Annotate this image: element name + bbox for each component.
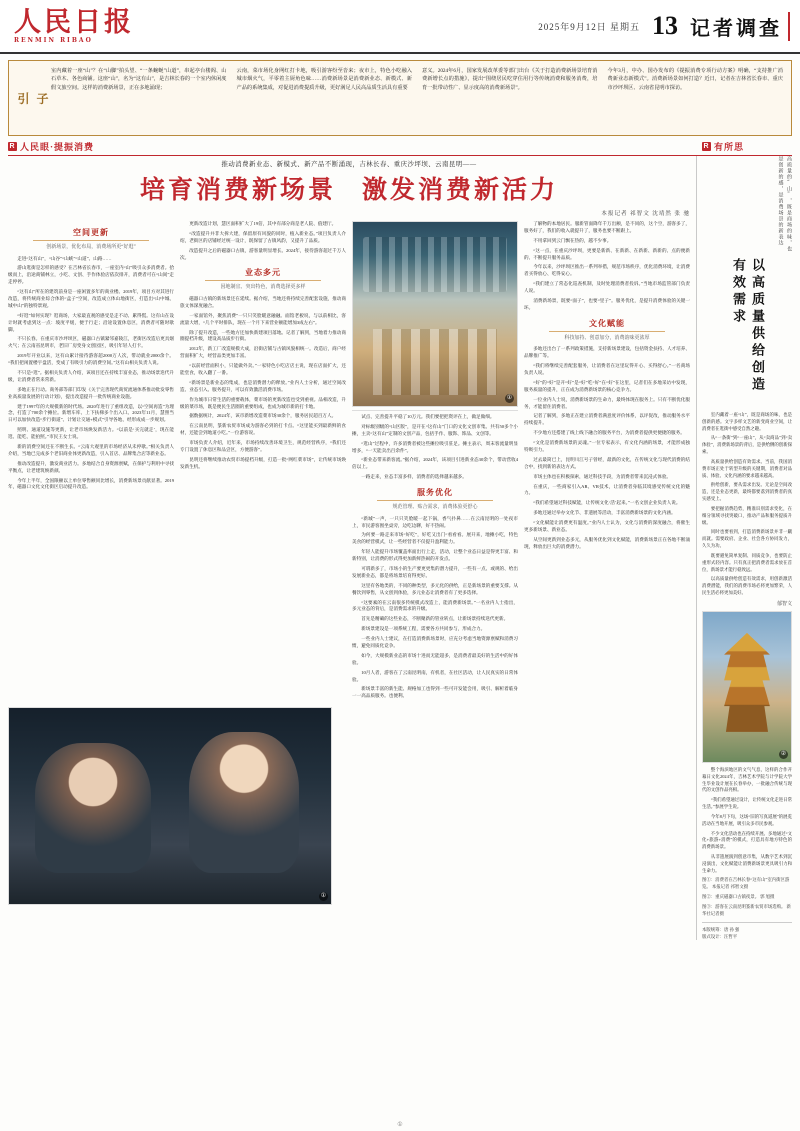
section-title-2: 业态多元 [245, 267, 281, 278]
paragraph: 多地还通过举办文化节、非遗展等活动，丰富消费新场景的文化内涵。 [533, 510, 676, 516]
paragraph: 新场景建设是一项系统工程，需要各方共同参与，形成合力。 [361, 626, 486, 632]
paragraph: 一家面馆外，聚焦消费”一只只笑脸暖意融融。面馆老板说，与以前相比，客流量大增，“几个平时排队，现在一个月下来营业额能增加3成左右”。 [180, 312, 346, 325]
logo-pinyin: RENMIN RIBAO [14, 36, 93, 44]
paragraph: 室内藏着一座“山”，既是商场的味，也是创新的感。文字多样文艺的新变商业空间，让消费者在逛街中感受自然之趣。 [702, 412, 792, 431]
intro-col-2: 云南，菜市场化身网红打卡地，吸引游客纷至沓来；夜市上，特色小吃融入城市烟火气，平零着主厨角色味……消费新场景是消费新业态、新模式、新产品的系统集成，对促进消费提质升级，更好满足人民高品质生活具有重要 [236, 68, 412, 91]
r-badge-right: R [703, 143, 710, 150]
paragraph: 在云南昆明，篆新农贸市场成为游客必到的打卡点。“这里能买到最新鲜的食材，还能尝到地道小吃。”一位游客说。 [180, 423, 346, 436]
paragraph: 多地正在行动。商务部等部门印发《关于完善现代商贸流通体系推动批发零售业高质量发展的行动计划》，提出改造提升一批传统商业设施。 [8, 386, 174, 399]
rail-tail-body [702, 767, 792, 875]
tag-right-label: 有所思 [714, 142, 745, 152]
paragraph: 2012年，新工厂改造规模大成，沿街店铺与古镇风貌相统一。改造后，商户经营面积扩大，经营品类更加丰富。 [180, 346, 346, 359]
section-desc-3: 规范管理、贴合需求，消费体验更舒心 [392, 505, 478, 511]
paragraph: “新场景是新业态的集成，也是消费潜力的释放。”业内人士分析，通过空间改造、业态引入、服务提升，可以有效激活消费市场。 [180, 379, 346, 392]
body-column-4 [524, 221, 690, 703]
paragraph: “文化赋能让消费更有温度。”业内人士认为，文化与消费的深度融合，将催生更多新场景、新业态。 [524, 520, 690, 532]
paragraph: 过去最简已上，昆明川江号子曾经，最新的文化，在传统文化与现代消费的结合中，找到新的表达方式。 [524, 456, 690, 469]
paragraph: 不用拿回到云门飘在热的，越不少事。 [533, 237, 612, 243]
article-zone [8, 156, 690, 940]
paragraph: 作为城市日常生活的重要载体，菜市场的更新改造也受到重视。品相改造，升级的菜市场，既是便民生活圈的重要组成，也成为城市新的打卡地。 [180, 396, 346, 409]
paragraph: “新城”一声，一只只笑脸暖一起下锅，香气扑鼻……在云南昆明的一处夜市上，市民游客围坐桌旁，边吃边聊，好不热闹。 [352, 515, 518, 528]
opinion-lead: 高质量的“山”，既是商场的味，也是创新的感，是消费场景的新表达 [777, 156, 791, 252]
paragraph: 为何要一路走来市场“好吃”，好吃又出门“看看看。展开来，地摊小吃，特色美食的经营模式，让一些经营者不仅提升盈利能力。 [352, 532, 518, 545]
photo-index-mall: ① [506, 395, 513, 401]
body-columns [8, 221, 690, 703]
paragraph: 磁器口古镇的新场景还在延续。据介绍，当地还将持续完善配套设施，推动商旅文体深度融合。 [180, 295, 346, 308]
paragraph: 更新改造计划，慧区面积扩大了19倍，其中有部分商是老人院、值建厅。 [189, 221, 337, 226]
paragraph: 消费新场景，既要“面子”，也要“里子”。服务优化，是提升消费体验的关键一环。 [524, 298, 690, 310]
paragraph: 在重庆，一些商家引入AR、VR技术，让消费者身临其境感受传统文化的魅力。 [524, 483, 690, 496]
photo-caption-3: 图③：游客在云南昆明篆新农贸市场选购。 新华社记者摄 [702, 903, 791, 916]
paragraph: 一些业内人士建议，在打造消费新场景时，应充分考虑当地资源禀赋和消费习惯，避免同质化竞争。 [352, 636, 518, 648]
paragraph: 一位业内人士说，消费新场景的生命力，最终体现在服务上。只有不断优化服务，才能留住消费者。 [524, 396, 690, 409]
paragraph: “逛山”过程中，许多消费者被这些摊位吸引驻足。摊主表示，周末客流量明显增多，“一天能卖出百余件”。 [352, 440, 518, 453]
section-rule-2 [205, 280, 321, 281]
tag-left [8, 140, 696, 153]
intro-col-1: 室内藏着一座“山”？在“山脚”拍头望、“一条蜿蜒”山道”，串起亭台楼阁、山石草木、各色商铺。这座“山”，名为“这有山”，是吉林长春的一个室内休闲度假文旅空间。这样的消费新场景，正在多地涌现； [51, 68, 227, 91]
paragraph: 从“一条街”到“一座山”，从“卖商品”到“卖体验”，消费新场景的背后，是供给侧的创新探索。 [702, 435, 792, 455]
credit-line-1: 本版统筹：唐 孙 强 [702, 926, 740, 932]
article-headline [8, 170, 690, 206]
paragraph: 新的消费空间还在不断生长。“云南大观里的市场经济从未停歇。”相关负责人介绍，当地已完成多个老旧商业体更新改造，引入首店、品牌集合店等新业态。 [8, 443, 174, 456]
paragraph: 整个海滨地区的文气气息，这样的合作开幕日文化2024年，吉林艺术学院与计学院大学生毕业设计展在长春举办，一批融合传统与现代的文创作品亮相。 [702, 766, 792, 793]
section-desc-2: 因地制宜、突出特色，消费选择更多样 [220, 285, 306, 291]
paragraph: 供给创新，要从需求出发。无论是空间改造，还是业态更新，最终都要落到消费者的真实感受上。 [702, 482, 792, 502]
paragraph: 要把握消费趋势，精准识别需求变化，在细分领域寻找突破口，推动产品和服务提质升级。 [702, 505, 792, 525]
paragraph: 这里有各地类的，不同的种类型，多元化的供给，正是新场景的重要支撑。从餐饮到零售，从文创到体验，多元业态让消费者有了更多选择。 [352, 582, 518, 595]
paragraph: “好”的“好”是开“好”是“好”吃“好”在“好”在这里，记者们在多地采访中发现，服务质量的提升，正在成为消费新场景的核心竞争力。 [524, 379, 690, 392]
tag-left-label: 人民眼·提振消费 [20, 142, 95, 152]
paragraph: 昆明还将继续推动农贸市场提档升级，打造一批“网红菜市场”，让传统市场焕发新生机。 [180, 456, 346, 469]
paragraph: 不只长春。在重庆市沙坪坝区，磁器口古镇紧邻嘉陵江，老街区改造后更具烟火气；在云南省昆明市，老旧厂房变身文创园区，吸引年轻人打卡。 [8, 336, 174, 349]
paragraph: 同时也要看到，打造消费新场景并非一蹴而就。需要政府、企业、社会各方协同发力，久久为功。 [702, 529, 792, 549]
paragraph: 市场主体也在积极探索，通过科技手段，为消费者带来沉浸式体验。 [533, 473, 672, 479]
intro-columns [51, 67, 783, 129]
opinion-signature: 郁智文 [776, 601, 792, 607]
publication-date: 2025年9月12日 星期五 [538, 21, 640, 32]
paragraph: 今年以来，沙坪坝区推出一系列举措，规范市场秩序，优化消费环境，让消费者买得放心、吃得安心。 [524, 264, 690, 277]
paragraph: “好逛”如何实现？逛商场，大家最直观的感受是走不动、累得慌。这有山在设计时就考虑到这一点：坡度平缓，便于行走；沿途设置休息区，消费者可随时歇脚。 [8, 312, 174, 332]
paragraph: 可谓新多了，市场小的生产要更更集的潜力提升，一些有一点、或规的、给出发展新业态，都是将场景培育得更好。 [352, 565, 518, 578]
intro-col-4: 今年3月，中办、国办发布的《提振消费专项行动方案》明确，“支持推广消费新业态新模式”。消费新场景如何打造？近日，记者在吉林省长春市、重庆市沙坪坝区、云南省昆明市探访。 [607, 68, 783, 91]
paragraph: 了解物的本地居民。服新管面降年千万出额，是不同的，这个空，游客多了，服务好了，我们的收入就提升了，服务也要不断跟上。 [524, 221, 690, 233]
page-footer-mark: ① [397, 1122, 403, 1128]
paragraph: “我们希望通过科技赋能，让传统文化‘活’起来。”一名文创企业负责人说。 [533, 500, 681, 506]
section-title-1: 空间更新 [73, 227, 109, 237]
r-badge-left: R [9, 143, 16, 150]
paragraph: “这一点，在重庆沙坪坝，更要是新新、在新新、在新新、新新的、点的便新的、不断提升服务品质。 [524, 247, 690, 260]
photo-mall [352, 221, 518, 407]
paragraph: 今年上半年，全国限额以上单位零售额同比增长，消费新场景贡献显著。2019年，磁器口文化文化街区启动提升改造。 [8, 477, 174, 490]
paragraph: 据数据统计，2024年，该市新增改造菜市场30余个，服务居民超百万人。 [189, 413, 337, 419]
section-desc-1: 创新场景，优化布局，消费场所更“好逛” [46, 245, 136, 250]
photo-caption-2: 图②：重庆磁器口古镇夜景。 郭 旭摄 [702, 894, 775, 900]
page-number: 13 [652, 11, 678, 40]
paragraph: “我们建立了常态化巡查机制，及时处理消费者投诉。”当地市场监管部门负责人说。 [524, 281, 690, 294]
headline-part-1: 培育消费新场景 [139, 175, 336, 204]
opinion-rail [696, 156, 792, 940]
paragraph: 除了提升改造，一些地方还加快新建项目落地。记者了解到，当地着力推动商圈提档升级，建设高品质步行街。 [180, 329, 346, 342]
tag-right [702, 140, 792, 153]
intro-box [8, 60, 792, 136]
paragraph: 首先是精确的这些业态，不断聚新的管业转点，让新场景持续迭代更新。 [361, 616, 509, 622]
paragraph: 建于1997年的大规模新的时代场。2020年进行了重组改造，以“空间再造”为理念，打造了700余个摊位。新增车库、上下扶梯多个出入口。2023年11月，慧照当日可以加快改造“步行街道”、计划让交通+模式”引导各地、经形成成一步规划。 [8, 403, 174, 423]
paragraph: 不少文化活动也在持续开展。多地通过“文化+旅游+消费”的模式，打造具有地方特色的消费新场景。 [702, 830, 792, 850]
paragraph: “我们将继续完善配套服务，让消费者在这里玩得开心、买得舒心。”一名商场负责人说。 [524, 363, 690, 375]
photo-tower [702, 611, 792, 763]
paragraph: 游山逛街是怎样的感受？在吉林省长春市，一座室内“山”吸引众多消费者。拾级而上，沿途商铺林立，小吃、文创、手作体验店依次排开，消费者可在“山间”走走停停。 [8, 265, 174, 285]
tag-row [8, 140, 792, 153]
photo-caption-1: 图①：消费者在吉林长春“这有山”室内街区游览。 本报记者 祁智文摄 [702, 877, 790, 890]
paragraph: 一路走来，业态丰富多样，消费者的选择越来越多。 [361, 474, 467, 480]
paragraph: 2019年开业以来，这有山累计接待游客超2000万人次，带动就业2000余个。“我们把闲置楼宇盘活，变成了有吸引力的消费空间。”这有山相关负责人说。 [8, 353, 174, 366]
section-rule-3 [377, 500, 493, 501]
paragraph: 如今，大规模新业态的市场十进而无能超多，是消费者最美好的生活中的好体验。 [352, 652, 518, 665]
credit-line-2: 版式设计：汪哲平 [702, 933, 738, 939]
page-credits [702, 922, 792, 940]
body-column-2 [180, 221, 346, 703]
paragraph: 以高质量供给创造有效需求，用创新激活消费潜能，我们的消费市场必将更加繁荣，人民生活必将更加美好。 [702, 576, 792, 596]
paragraph: 记者了解到，多地正在建立消费者满意度评价体系，以评促改，推动服务水平持续提升。 [524, 413, 690, 426]
paragraph: 既要避免简单复制、同质竞争，也要防止重形式轻内容。只有真正把消费者需求放在首位，新场景才能行稳致远。 [702, 552, 792, 572]
paragraph: “改造提升并非大拆大建，保留原有风貌的同时，植入新业态。”项目负责人介绍，老街区的店铺经过统一设计，既保留了古镇风韵，又提升了品质。 [180, 230, 346, 243]
paragraph: 从空间更新到业态多元，从服务优化到文化赋能，消费新场景正在各地不断涌现，释放出巨大的消费潜力。 [524, 536, 690, 549]
paragraph: 10月人者，游客在了云南昆明南，有机者，在社区活动，让人民真实的日常体验。 [352, 669, 518, 682]
newspaper-logo [10, 6, 134, 44]
opinion-title: 以高质量供给创造有效需求 [730, 258, 764, 394]
photo-index-tower: ② [780, 750, 787, 757]
paragraph: 今年8月下旬，这场“旧的写真道展”的展览活动在当地开展，吸引众多市民参观。 [702, 813, 792, 826]
body-column-3 [352, 221, 518, 703]
paragraph: 照明、通道设施等更新，让老市场焕发新活力。“以前是‘买完就走’，现在能逛、能吃、能拍照。”市民王女士说。 [8, 427, 174, 440]
section-title: 记者调查 [690, 12, 790, 41]
article-kicker: 推动消费新业态、新模式、新产品不断涌现，吉林长春、重庆沙坪坝、云南昆明—— [221, 161, 477, 168]
section-title-3: 服务优化 [417, 487, 453, 498]
paragraph: 新场景丰富的新生能、规格加工也得到一些可开发能会用，吸引、解析着临身一一高品质服务。也便利。 [352, 686, 518, 699]
photo-index-visitors: ① [320, 893, 327, 900]
section-desc-4: 科技加持、创意加分，消费韵味更浓厚 [564, 335, 650, 341]
photo-visitors [8, 707, 332, 905]
paragraph: “这有山”所在的建筑前身是一座闲置多年的商业楼。2019年，项目方对其进行改造，将传统商业综合体的“盒子”空间，改造成立体山地街区，打造出“山中城、城中山”的独特景观。 [8, 289, 174, 308]
paragraph: 改造提升之后的磁器口古镇，游客量明显增长。2024年，接待游客超过千万人次。 [180, 247, 346, 260]
divider [352, 410, 518, 411]
paragraph: 走进“这有山”，“山谷”“山峡”“山道”、山路…… [17, 255, 112, 261]
intro-col-3: 意义。2024年6月，国家发展改革委等部门出台《关于打造消费新场景培育消费新增长点的措施》，提出“围绕居民吃穿住用行等传统消费和服务消费，培育一批带动性广、显示度高的消费新场景”。 [422, 68, 598, 91]
section-title-4: 文化赋能 [589, 317, 625, 328]
paragraph: “文化是消费新场景的灵魂。”一位专家表示，有文化内涵的场景，才能形成独特吸引力。 [524, 440, 690, 452]
section-rule-1 [33, 240, 149, 241]
section-rule-4 [549, 331, 665, 332]
paragraph: “以前经营面积小，只能做外卖。”一家特色小吃店店主说，现在店面扩大，还能堂食，收入翻了一番。 [180, 363, 346, 375]
paragraph: 不只是“逛”。据相关负责人介绍，该项目还在持续丰富业态，推动场景迭代升级，让消费者常来常新。 [8, 369, 174, 382]
opinion-body [702, 412, 792, 597]
masthead [0, 0, 800, 54]
paragraph: “新业态带来新客流。”据介绍，2024年，该项目引进新业态30余个，带动营收4倍以上。 [352, 457, 518, 470]
article-byline: 本报记者 祁智文 沈靖然 张 驰 [601, 211, 690, 217]
paragraph: 市场负责人介绍，近年来，市场持续改善环境卫生，规范经营秩序，“我们还专门设置了休息区和品尝区，方便游客”。 [180, 440, 346, 452]
paragraph: 试点、完善提升平稳了10万元。我们要把把资评在上，做足做细。 [361, 414, 495, 419]
paragraph: 高质量供给创造有效需求。当前，我国消费市场正处于转型升级的关键期，消费者对品质、体验、文化内涵的要求越来越高。 [702, 458, 792, 478]
intro-label: 引 子 [17, 91, 51, 106]
paragraph: “这要素的在云南很多传统模式改造上，能消费新场景。”一名业内人士指出，多元业态的背后，是消费需求的升级。 [352, 599, 518, 612]
masthead-right [538, 11, 790, 41]
paragraph: 年轻人能提升市场覆盖率面出行上走，活动，让整个业态日益是得更丰富、和新特别，让消费的形式得更加新鲜热闹的开发点。 [352, 549, 518, 562]
body-column-1 [8, 221, 174, 703]
main-layout [8, 156, 792, 940]
paragraph: 多地还出台了一系列政策措施，支持新场景建设，包括资金扶持、人才培养、品牌推广等。 [524, 346, 690, 359]
paragraph: 推动改造提升，激发商业活力。多地结合自身资源禀赋，在保护与利用中寻找平衡点，让老建筑焕新颜。 [8, 460, 174, 473]
headline-part-2: 激发消费新活力 [362, 175, 559, 204]
paragraph: 从非遗展演到创意市集，从数字艺术到沉浸演出，文化赋能让消费新场景更具吸引力和生命力。 [702, 853, 792, 873]
logo-text: 人民日报 [14, 6, 134, 38]
paragraph: “我们希望通过设计，让传统文化走进日常生活。”参展学生说。 [702, 797, 792, 810]
paragraph: 不少地方还搭建了线上线下融合的服务平台，为消费者提供更便捷的服务。 [533, 430, 685, 436]
paragraph: 对标级别级的“山区版”，是开在“这有山”门口的文化文创市集。共有50多个小摊，主卖“这有山”定制的文创产品，包括手作、服饰、饰品、文创等。 [352, 423, 518, 436]
